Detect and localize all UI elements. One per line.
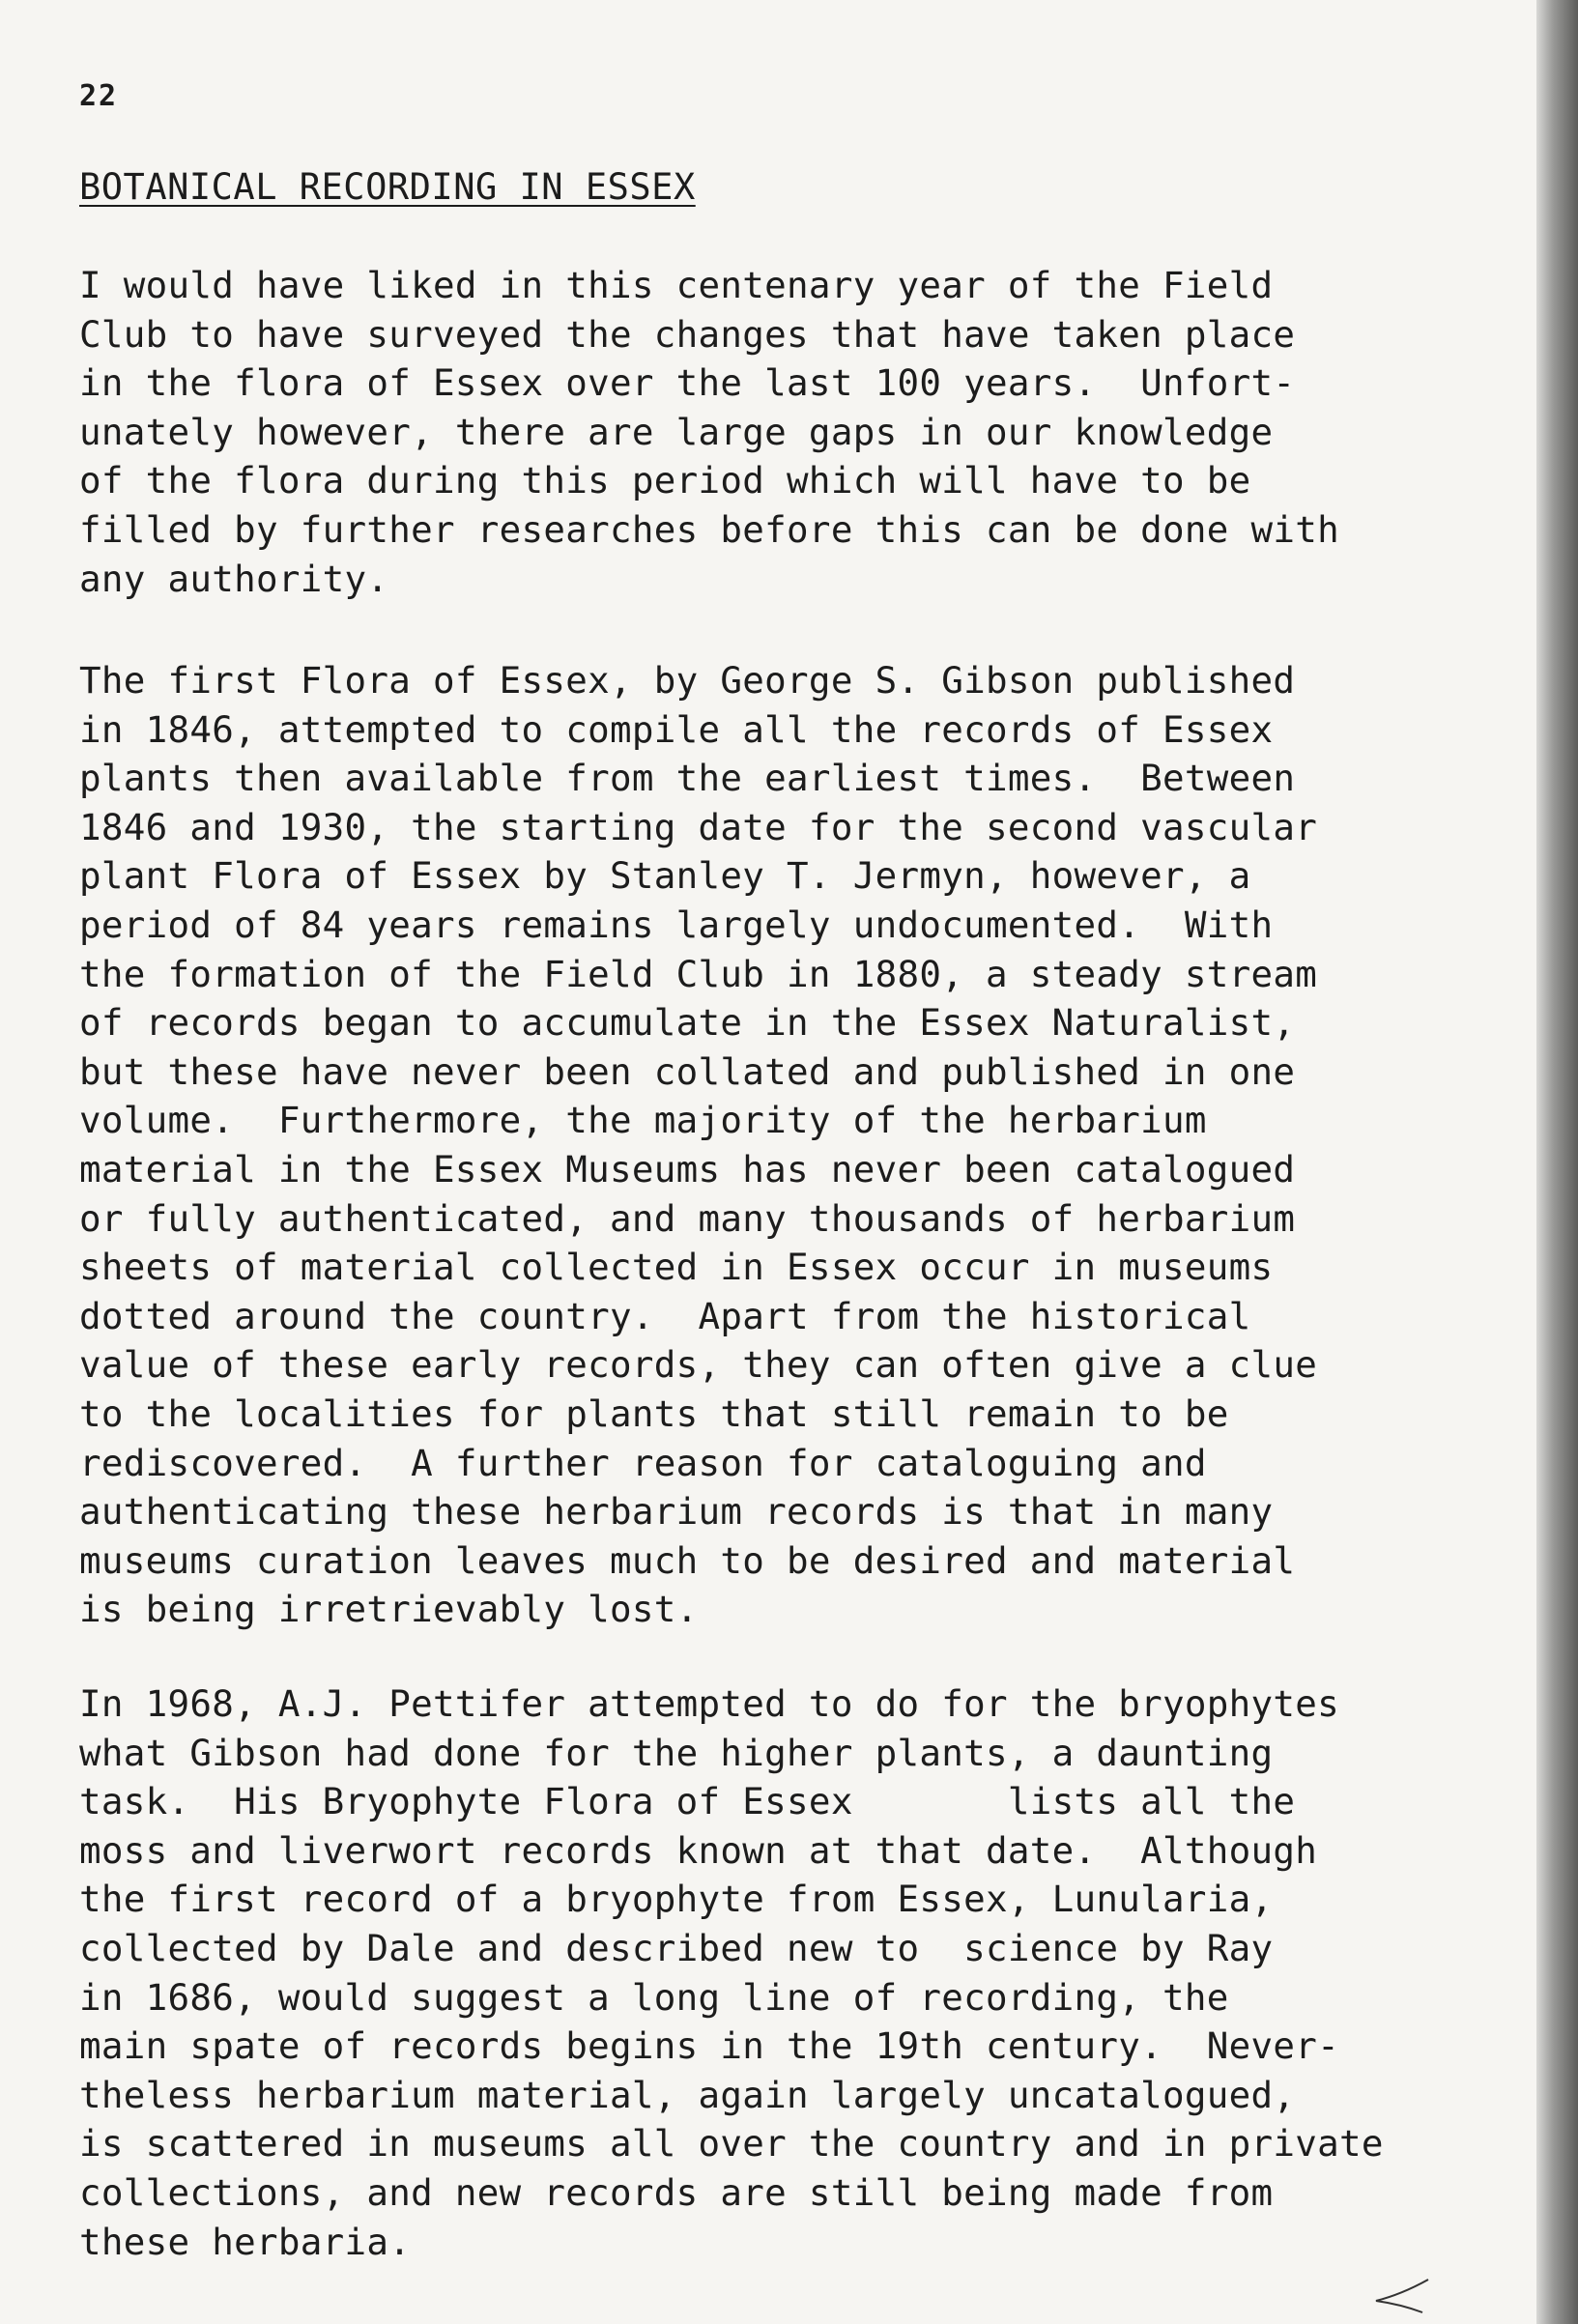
page-edge-shadow bbox=[1536, 0, 1578, 2324]
paragraph-bryophytes: In 1968, A.J. Pettifer attempted to do for the bryophytes what Gibson had done for the higher plants, a daunting task. His Bryophyte Flora of Essex lists all the moss and liverwort records known at that date. Although the first record of a bryophyte from Essex, Lunularia, collected by Dale and described new to science by Ray in 1686, would suggest a long line of recording, the main spate of records begins in the 19th century. Never- theless herbarium material, again largely uncatalogued, is scattered in museums all over the country and in private collections, and new records are still being made from these herbaria. bbox=[79, 1682, 1384, 2263]
page-number: 22 bbox=[79, 79, 119, 113]
article-heading: BOTANICAL RECORDING IN ESSEX bbox=[79, 166, 696, 208]
paragraph-intro: I would have liked in this centenary year of the Field Club to have surveyed the changes that have taken place in the flora of Essex over the last 100 years. Unfort- unately however, there are large gaps in our knowledge of the flora during this period which will have to be filled by further researches before this can be done with any authority. bbox=[79, 264, 1339, 600]
paragraph-gibson-flora: The first Flora of Essex, by George S. Gibson published in 1846, attempted to compile all the records of Essex plants then available from the earliest times. Between 1846 and 1930, the starting date for the second vascular plant Flora of Essex by Stanley T. Jermyn, however, a period of 84 years remains largely undocumented. With the formation of the Field Club in 1880, a steady stream of records began to accumulate in the Essex Naturalist, but these have never been collated and published in one volume. Furthermore, the majority of the herbarium material in the Essex Museums has never been catalogued or fully authenticated, and many thousands of herbarium sheets of material collected in Essex occur in museums dotted around the country. Apart from the historical value of these early records, they can often give a clue to the localities for plants that still remain to be rediscovered. A further reason for cataloguing and authenticating these herbarium records is that in many museums curation leaves much to be desired and material is being irretrievably lost. bbox=[79, 659, 1318, 1631]
pen-mark-icon bbox=[1372, 2276, 1430, 2314]
